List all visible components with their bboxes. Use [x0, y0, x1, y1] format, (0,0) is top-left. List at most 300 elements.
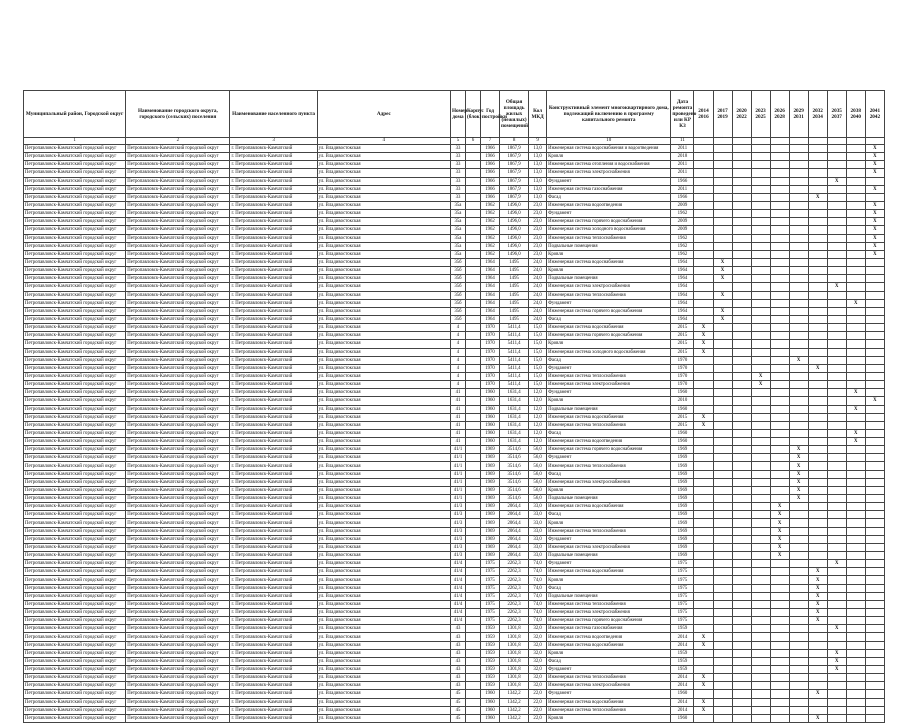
- period-mark-cell: [751, 438, 770, 446]
- period-mark-cell: [770, 177, 789, 185]
- district-cell: Петропавловск-Камчатский городской округ: [24, 649, 126, 657]
- year-built-cell: 1960: [481, 413, 500, 421]
- address-cell: ул. Владивостокская: [317, 340, 450, 348]
- period-mark-cell: [732, 340, 751, 348]
- period-mark-cell: [732, 413, 751, 421]
- period-mark-cell: [751, 617, 770, 625]
- period-mark-cell: [713, 666, 732, 674]
- period-mark-cell: [789, 641, 808, 649]
- area-cell: 1496,0: [500, 242, 529, 250]
- period-mark-cell: [770, 356, 789, 364]
- locality-cell: г. Петропавловск-Камчатский: [230, 462, 317, 470]
- period-mark-cell: [846, 340, 865, 348]
- area-cell: 2262,3: [500, 576, 529, 584]
- mkd-cell: 74,0: [529, 600, 547, 608]
- period-mark-cell: [751, 592, 770, 600]
- period-mark-cell: X: [694, 324, 713, 332]
- period-mark-cell: [846, 552, 865, 560]
- element-cell: Кровля: [547, 250, 671, 258]
- year-built-cell: 1960: [481, 405, 500, 413]
- address-cell: ул. Владивостокская: [317, 649, 450, 657]
- address-cell: ул. Владивостокская: [317, 511, 450, 519]
- period-mark-cell: [694, 381, 713, 389]
- district-cell: Петропавловск-Камчатский городской округ: [24, 193, 126, 201]
- address-cell: ул. Владивостокская: [317, 470, 450, 478]
- period-mark-cell: [713, 372, 732, 380]
- period-mark-cell: [713, 348, 732, 356]
- period-mark-cell: [770, 633, 789, 641]
- period-mark-cell: [732, 145, 751, 153]
- repair-date-cell: 1960: [671, 690, 694, 698]
- period-mark-cell: [846, 153, 865, 161]
- period-mark-cell: [713, 332, 732, 340]
- period-mark-cell: [789, 503, 808, 511]
- period-mark-cell: [846, 609, 865, 617]
- locality-cell: г. Петропавловск-Камчатский: [230, 421, 317, 429]
- period-mark-cell: [808, 210, 827, 218]
- block-cell: [465, 568, 480, 576]
- repair-date-cell: 2015: [671, 421, 694, 429]
- period-mark-cell: [713, 185, 732, 193]
- element-cell: Инженерная система водоснабжения: [547, 258, 671, 266]
- table-row: [24, 690, 885, 698]
- period-mark-cell: X: [789, 446, 808, 454]
- period-mark-cell: [827, 462, 846, 470]
- period-mark-cell: [770, 299, 789, 307]
- period-mark-cell: [846, 210, 865, 218]
- mkd-cell: 56,0: [529, 470, 547, 478]
- table-row: [24, 210, 885, 218]
- period-mark-cell: [827, 438, 846, 446]
- house-number-cell: 33: [450, 193, 465, 201]
- table-row: [24, 657, 885, 665]
- period-mark-cell: [846, 315, 865, 323]
- area-cell: 3514,6: [500, 454, 529, 462]
- area-cell: 1496,0: [500, 201, 529, 209]
- period-mark-cell: [694, 438, 713, 446]
- table-row: [24, 364, 885, 372]
- year-built-cell: 1960: [481, 714, 500, 722]
- mkd-cell: 12,0: [529, 397, 547, 405]
- address-cell: ул. Владивостокская: [317, 568, 450, 576]
- repair-date-cell: 1962: [671, 234, 694, 242]
- period-mark-cell: X: [789, 356, 808, 364]
- header-element: Конструктивный элемент многоквартирного дома, подлежащий включению в программу капитального ремонта: [547, 91, 671, 138]
- period-mark-cell: [713, 560, 732, 568]
- period-mark-cell: [751, 218, 770, 226]
- locality-cell: г. Петропавловск-Камчатский: [230, 682, 317, 690]
- settlement-cell: Петропавловск-Камчатский городской округ: [126, 625, 230, 633]
- period-mark-cell: [751, 576, 770, 584]
- address-cell: ул. Владивостокская: [317, 519, 450, 527]
- area-cell: 3514,6: [500, 486, 529, 494]
- period-mark-cell: [865, 568, 884, 576]
- address-cell: ул. Владивостокская: [317, 682, 450, 690]
- district-cell: Петропавловск-Камчатский городской округ: [24, 511, 126, 519]
- element-cell: Инженерная система электроснабжения: [547, 381, 671, 389]
- period-mark-cell: [732, 486, 751, 494]
- period-mark-cell: [846, 511, 865, 519]
- period-mark-cell: [865, 413, 884, 421]
- area-cell: 1301,8: [500, 633, 529, 641]
- period-mark-cell: [732, 299, 751, 307]
- mkd-cell: 24,0: [529, 315, 547, 323]
- settlement-cell: Петропавловск-Камчатский городской округ: [126, 609, 230, 617]
- table-row: [24, 478, 885, 486]
- table-row: [24, 543, 885, 551]
- period-mark-cell: [808, 503, 827, 511]
- year-built-cell: 1975: [481, 592, 500, 600]
- period-mark-cell: [846, 478, 865, 486]
- period-mark-cell: [827, 503, 846, 511]
- locality-cell: г. Петропавловск-Камчатский: [230, 226, 317, 234]
- period-mark-cell: [808, 649, 827, 657]
- house-number-cell: 35а: [450, 234, 465, 242]
- repair-date-cell: 1960: [671, 389, 694, 397]
- area-cell: 1631,4: [500, 389, 529, 397]
- period-mark-cell: [751, 682, 770, 690]
- address-cell: ул. Владивостокская: [317, 438, 450, 446]
- mkd-cell: 74,0: [529, 609, 547, 617]
- district-cell: Петропавловск-Камчатский городской округ: [24, 478, 126, 486]
- header-period-6: 2032 2034: [808, 91, 827, 138]
- period-mark-cell: [770, 161, 789, 169]
- period-mark-cell: [808, 543, 827, 551]
- period-mark-cell: [694, 560, 713, 568]
- block-cell: [465, 372, 480, 380]
- period-mark-cell: [751, 560, 770, 568]
- repair-date-cell: 1970: [671, 356, 694, 364]
- mkd-cell: 15,0: [529, 364, 547, 372]
- block-cell: [465, 438, 480, 446]
- period-mark-cell: [808, 486, 827, 494]
- address-cell: ул. Владивостокская: [317, 397, 450, 405]
- district-cell: Петропавловск-Камчатский городской округ: [24, 405, 126, 413]
- period-mark-cell: [694, 609, 713, 617]
- locality-cell: г. Петропавловск-Камчатский: [230, 657, 317, 665]
- repair-date-cell: 2015: [671, 324, 694, 332]
- period-mark-cell: [789, 535, 808, 543]
- district-cell: Петропавловск-Камчатский городской округ: [24, 592, 126, 600]
- period-mark-cell: [827, 250, 846, 258]
- element-cell: Инженерная система теплоснабжения: [547, 706, 671, 714]
- year-built-cell: 1975: [481, 609, 500, 617]
- area-cell: 1495: [500, 307, 529, 315]
- year-built-cell: 1969: [481, 543, 500, 551]
- index-cell: [732, 138, 751, 145]
- period-mark-cell: X: [808, 592, 827, 600]
- period-mark-cell: X: [770, 503, 789, 511]
- settlement-cell: Петропавловск-Камчатский городской округ: [126, 258, 230, 266]
- mkd-cell: 24,0: [529, 267, 547, 275]
- period-mark-cell: [751, 527, 770, 535]
- settlement-cell: Петропавловск-Камчатский городской округ: [126, 324, 230, 332]
- period-mark-cell: [789, 405, 808, 413]
- area-cell: 1301,8: [500, 666, 529, 674]
- element-cell: Фасад: [547, 429, 671, 437]
- index-cell: 7: [481, 138, 500, 145]
- period-mark-cell: [713, 364, 732, 372]
- period-mark-cell: [732, 372, 751, 380]
- period-mark-cell: X: [694, 332, 713, 340]
- period-mark-cell: X: [694, 698, 713, 706]
- period-mark-cell: [732, 666, 751, 674]
- period-mark-cell: [770, 568, 789, 576]
- house-number-cell: 4: [450, 324, 465, 332]
- period-mark-cell: [713, 454, 732, 462]
- element-cell: Инженерная система теплоснабжения: [547, 234, 671, 242]
- period-mark-cell: [694, 486, 713, 494]
- address-cell: ул. Владивостокская: [317, 454, 450, 462]
- period-mark-cell: [751, 242, 770, 250]
- period-mark-cell: [808, 462, 827, 470]
- period-mark-cell: [789, 169, 808, 177]
- locality-cell: г. Петропавловск-Камчатский: [230, 356, 317, 364]
- element-cell: Фундамент: [547, 364, 671, 372]
- house-number-cell: 4: [450, 356, 465, 364]
- block-cell: [465, 275, 480, 283]
- settlement-cell: Петропавловск-Камчатский городской округ: [126, 307, 230, 315]
- block-cell: [465, 609, 480, 617]
- settlement-cell: Петропавловск-Камчатский городской округ: [126, 389, 230, 397]
- table-row: [24, 340, 885, 348]
- period-mark-cell: [751, 690, 770, 698]
- period-mark-cell: [751, 226, 770, 234]
- district-cell: Петропавловск-Камчатский городской округ: [24, 250, 126, 258]
- locality-cell: г. Петропавловск-Камчатский: [230, 666, 317, 674]
- locality-cell: г. Петропавловск-Камчатский: [230, 372, 317, 380]
- year-built-cell: 1969: [481, 535, 500, 543]
- period-mark-cell: [694, 600, 713, 608]
- period-mark-cell: [694, 495, 713, 503]
- index-cell: [789, 138, 808, 145]
- element-cell: Инженерная система отопления и водоснабжения: [547, 161, 671, 169]
- period-mark-cell: [846, 666, 865, 674]
- period-mark-cell: [770, 348, 789, 356]
- period-mark-cell: [827, 348, 846, 356]
- period-mark-cell: [751, 413, 770, 421]
- period-mark-cell: [770, 397, 789, 405]
- period-mark-cell: [789, 145, 808, 153]
- period-mark-cell: [713, 495, 732, 503]
- header-date: Дата ремонта проведено или КР КЗ: [671, 91, 694, 138]
- period-mark-cell: [808, 698, 827, 706]
- district-cell: Петропавловск-Камчатский городской округ: [24, 340, 126, 348]
- period-mark-cell: [789, 234, 808, 242]
- district-cell: Петропавловск-Камчатский городской округ: [24, 438, 126, 446]
- period-mark-cell: [865, 527, 884, 535]
- period-mark-cell: [865, 275, 884, 283]
- settlement-cell: Петропавловск-Камчатский городской округ: [126, 201, 230, 209]
- table-row: [24, 372, 885, 380]
- period-mark-cell: [713, 633, 732, 641]
- address-cell: ул. Владивостокская: [317, 674, 450, 682]
- period-mark-cell: [827, 397, 846, 405]
- period-mark-cell: [694, 267, 713, 275]
- index-cell: 11: [671, 138, 694, 145]
- area-cell: 1631,4: [500, 438, 529, 446]
- period-mark-cell: [808, 682, 827, 690]
- period-mark-cell: [808, 381, 827, 389]
- period-mark-cell: [770, 446, 789, 454]
- period-mark-cell: [732, 641, 751, 649]
- house-number-cell: 41/1: [450, 478, 465, 486]
- period-mark-cell: [732, 690, 751, 698]
- area-cell: 1867,9: [500, 193, 529, 201]
- period-mark-cell: [846, 714, 865, 722]
- settlement-cell: Петропавловск-Камчатский городской округ: [126, 267, 230, 275]
- table-row: [24, 291, 885, 299]
- locality-cell: г. Петропавловск-Камчатский: [230, 527, 317, 535]
- period-mark-cell: [694, 503, 713, 511]
- table-row: [24, 503, 885, 511]
- period-mark-cell: [694, 169, 713, 177]
- repair-date-cell: 2009: [671, 218, 694, 226]
- period-mark-cell: [827, 511, 846, 519]
- period-mark-cell: [751, 356, 770, 364]
- header-area: Общая площадь жилых (нежилых) помещений: [500, 91, 529, 138]
- period-mark-cell: [751, 674, 770, 682]
- block-cell: [465, 364, 480, 372]
- mkd-cell: 22,0: [529, 714, 547, 722]
- period-mark-cell: [770, 389, 789, 397]
- settlement-cell: Петропавловск-Камчатский городской округ: [126, 413, 230, 421]
- house-number-cell: 43: [450, 657, 465, 665]
- element-cell: Инженерная система электроснабжения: [547, 609, 671, 617]
- house-number-cell: 41: [450, 397, 465, 405]
- address-cell: ул. Владивостокская: [317, 389, 450, 397]
- period-mark-cell: X: [865, 201, 884, 209]
- period-mark-cell: [827, 234, 846, 242]
- period-mark-cell: [694, 364, 713, 372]
- header-period-3: 2023 2025: [751, 91, 770, 138]
- table-row: [24, 169, 885, 177]
- period-mark-cell: [713, 609, 732, 617]
- period-mark-cell: [732, 307, 751, 315]
- period-mark-cell: [865, 429, 884, 437]
- period-mark-cell: [751, 625, 770, 633]
- area-cell: 2262,3: [500, 568, 529, 576]
- header-row: [24, 91, 885, 138]
- table-row: [24, 307, 885, 315]
- year-built-cell: 1964: [481, 267, 500, 275]
- period-mark-cell: [713, 218, 732, 226]
- period-mark-cell: [789, 153, 808, 161]
- element-cell: Фасад: [547, 315, 671, 323]
- period-mark-cell: [789, 201, 808, 209]
- district-cell: Петропавловск-Камчатский городской округ: [24, 527, 126, 535]
- element-cell: Инженерная система электроснабжения: [547, 543, 671, 551]
- period-mark-cell: [770, 275, 789, 283]
- year-built-cell: 1975: [481, 568, 500, 576]
- address-cell: ул. Владивостокская: [317, 600, 450, 608]
- header-district: Муниципальный район, Городской округ: [24, 91, 126, 138]
- settlement-cell: Петропавловск-Камчатский городской округ: [126, 674, 230, 682]
- locality-cell: г. Петропавловск-Камчатский: [230, 283, 317, 291]
- element-cell: Подвальные помещения: [547, 495, 671, 503]
- period-mark-cell: [713, 242, 732, 250]
- period-mark-cell: [846, 690, 865, 698]
- settlement-cell: Петропавловск-Камчатский городской округ: [126, 332, 230, 340]
- mkd-cell: 24,0: [529, 307, 547, 315]
- address-cell: ул. Владивостокская: [317, 625, 450, 633]
- house-number-cell: 41/4: [450, 592, 465, 600]
- table-row: [24, 145, 885, 153]
- period-mark-cell: [846, 560, 865, 568]
- period-mark-cell: [751, 535, 770, 543]
- year-built-cell: 1970: [481, 332, 500, 340]
- period-mark-cell: [770, 226, 789, 234]
- table-row: [24, 666, 885, 674]
- mkd-cell: 13,0: [529, 161, 547, 169]
- period-mark-cell: [694, 478, 713, 486]
- mkd-cell: 13,0: [529, 145, 547, 153]
- period-mark-cell: [846, 226, 865, 234]
- element-cell: Подвальные помещения: [547, 552, 671, 560]
- year-built-cell: 1959: [481, 657, 500, 665]
- locality-cell: г. Петропавловск-Камчатский: [230, 169, 317, 177]
- period-mark-cell: [713, 405, 732, 413]
- house-number-cell: 35б: [450, 315, 465, 323]
- repair-date-cell: 2015: [671, 413, 694, 421]
- area-cell: 2064,4: [500, 511, 529, 519]
- address-cell: ул. Владивостокская: [317, 258, 450, 266]
- period-mark-cell: [694, 307, 713, 315]
- year-built-cell: 1969: [481, 486, 500, 494]
- period-mark-cell: [713, 299, 732, 307]
- area-cell: 1631,4: [500, 421, 529, 429]
- mkd-cell: 74,0: [529, 560, 547, 568]
- address-cell: ул. Владивостокская: [317, 332, 450, 340]
- period-mark-cell: [751, 698, 770, 706]
- period-mark-cell: X: [808, 364, 827, 372]
- block-cell: [465, 340, 480, 348]
- table-row: [24, 576, 885, 584]
- settlement-cell: Петропавловск-Камчатский городской округ: [126, 145, 230, 153]
- period-mark-cell: X: [789, 462, 808, 470]
- house-number-cell: 33: [450, 145, 465, 153]
- mkd-cell: 33,0: [529, 511, 547, 519]
- period-mark-cell: [846, 364, 865, 372]
- period-mark-cell: [865, 714, 884, 722]
- period-mark-cell: [732, 674, 751, 682]
- period-mark-cell: [865, 552, 884, 560]
- year-built-cell: 1964: [481, 258, 500, 266]
- block-cell: [465, 584, 480, 592]
- period-mark-cell: [846, 177, 865, 185]
- mkd-cell: 56,0: [529, 495, 547, 503]
- year-built-cell: 1959: [481, 682, 500, 690]
- period-mark-cell: [846, 193, 865, 201]
- period-mark-cell: [751, 543, 770, 551]
- element-cell: Инженерная система водоотведения: [547, 438, 671, 446]
- period-mark-cell: [732, 478, 751, 486]
- settlement-cell: Петропавловск-Камчатский городской округ: [126, 454, 230, 462]
- period-mark-cell: X: [865, 153, 884, 161]
- house-number-cell: 35б: [450, 267, 465, 275]
- year-built-cell: 1959: [481, 649, 500, 657]
- period-mark-cell: [846, 161, 865, 169]
- repair-date-cell: 1969: [671, 470, 694, 478]
- element-cell: Инженерная система теплоснабжения: [547, 600, 671, 608]
- house-number-cell: 33: [450, 169, 465, 177]
- period-mark-cell: [713, 568, 732, 576]
- period-mark-cell: [732, 698, 751, 706]
- district-cell: Петропавловск-Камчатский городской округ: [24, 495, 126, 503]
- locality-cell: г. Петропавловск-Камчатский: [230, 543, 317, 551]
- period-mark-cell: X: [770, 519, 789, 527]
- period-mark-cell: [732, 332, 751, 340]
